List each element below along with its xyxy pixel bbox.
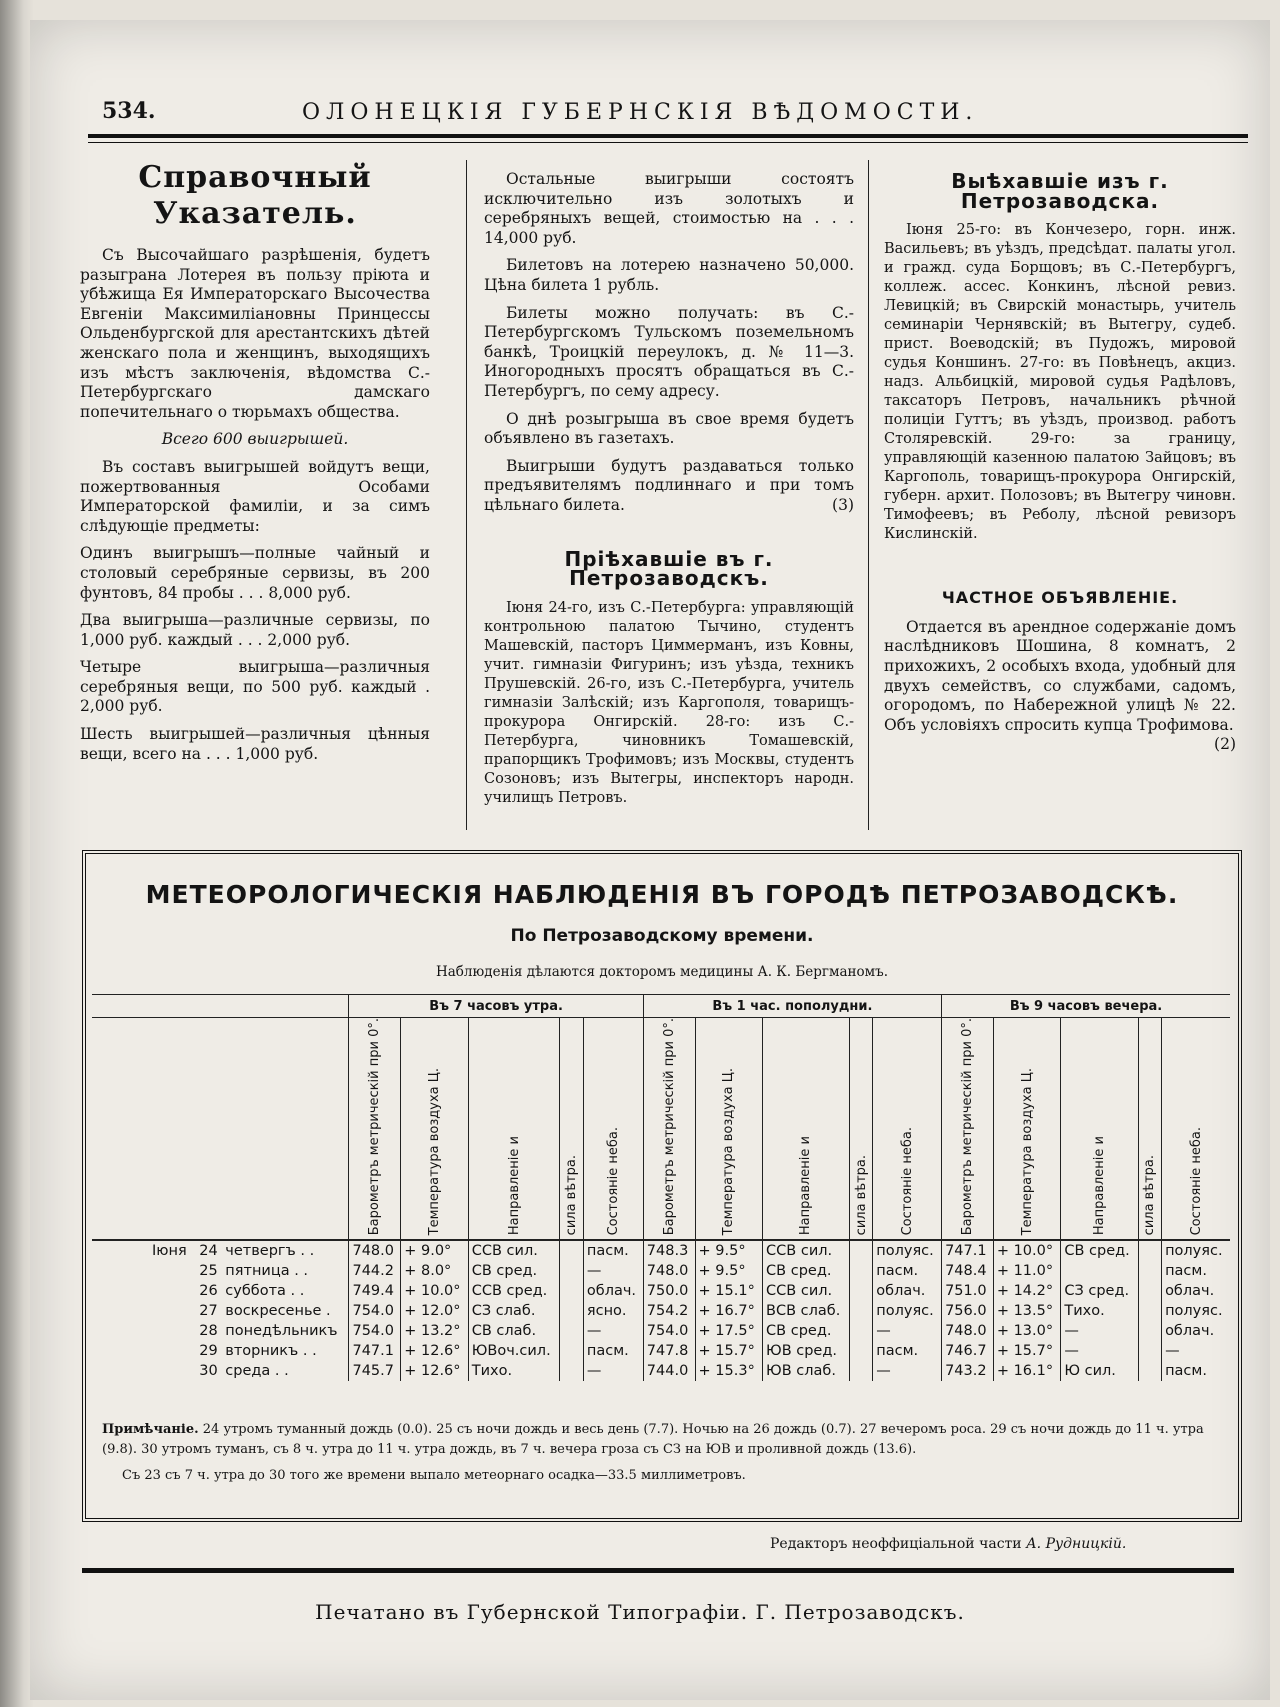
col-temperature: Температура воздуха Ц. bbox=[993, 1018, 1061, 1241]
weekday-cell: вторникъ . . bbox=[225, 1343, 317, 1360]
table-corner bbox=[92, 995, 349, 1018]
day-cell: 25 bbox=[199, 1263, 218, 1280]
value-cell: СВ сред. bbox=[763, 1261, 850, 1281]
col-wind-direction: Направленіе и bbox=[763, 1018, 850, 1241]
table-row bbox=[92, 1341, 1230, 1361]
editor-name: А. Рудницкій. bbox=[1026, 1536, 1127, 1552]
day-cell: 26 bbox=[199, 1283, 218, 1300]
value-cell: 749.4 bbox=[349, 1281, 401, 1301]
value-cell: + 14.2° bbox=[993, 1281, 1061, 1301]
value-cell: + 10.0° bbox=[993, 1240, 1061, 1261]
weekday-cell: четвергъ . . bbox=[225, 1243, 315, 1260]
note-text: 24 утромъ туманный дождь (0.0). 25 съ ночи дождь и весь день (7.7). Ночью на 26 дождь (0.7). 27 вечеромъ роса. 29 съ ночи дождь до 11 ч. утра (9.8). 30 утромъ туманъ, съ 8 ч. утра до 11 ч. утра дождь, въ 7 ч. вечера гроза съ СЗ на ЮВ и проливной дождь (13.6). bbox=[102, 1422, 1204, 1457]
col-wind-force: сила вѣтра. bbox=[1138, 1018, 1161, 1241]
wind-force-cell bbox=[1138, 1240, 1161, 1261]
reference-index-title: Справочный Указатель. bbox=[138, 160, 372, 231]
value-cell: + 8.0° bbox=[401, 1261, 469, 1281]
note-label: Примѣчаніе. bbox=[102, 1422, 199, 1437]
wind-force-cell bbox=[560, 1321, 583, 1341]
value-cell: — bbox=[873, 1321, 942, 1341]
value-cell: — bbox=[873, 1361, 942, 1381]
month-cell bbox=[92, 1261, 196, 1281]
masthead: ОЛОНЕЦКІЯ ГУБЕРНСКІЯ ВѢДОМОСТИ. bbox=[302, 100, 979, 125]
weekday-cell: воскресенье . bbox=[225, 1303, 331, 1320]
draw-date: О днѣ розыгрыша въ свое время будетъ объявлено въ газетахъ. bbox=[484, 409, 854, 448]
value-cell: 744.2 bbox=[349, 1261, 401, 1281]
value-cell: — bbox=[1061, 1321, 1138, 1341]
arrived-list: Іюня 24-го, изъ С.-Петербурга: управляющій контрольною палатою Тычино, студентъ Машевскій, пасторъ Циммерманъ, изъ Ковны, учит. гимназіи Фигуринъ; изъ уѣзда, техникъ Прушевскій. 26-го, изъ С.-Петербурга, учитель гимназіи Залѣскій; изъ Каргополя, товарищъ-прокурора Онгирскій. 28-го: изъ С.-Петербурга, чиновникъ Томашевскій, прапорщикъ Трофимовъ; изъ Москвы, студентъ Созоновъ; изъ Вытегры, инспекторъ народн. училищъ Петровъ. bbox=[484, 599, 854, 806]
meteo-title: МЕТЕОРОЛОГИЧЕСКІЯ НАБЛЮДЕНІЯ ВЪ ГОРОДѢ ПЕТРОЗАВОДСКѢ. bbox=[145, 880, 1179, 909]
ad-number: (3) bbox=[832, 495, 854, 514]
value-cell: + 12.6° bbox=[401, 1361, 469, 1381]
column-reference-index bbox=[80, 160, 430, 772]
value-cell: 748.0 bbox=[643, 1261, 695, 1281]
value-cell: 748.0 bbox=[349, 1240, 401, 1261]
col-sky: Состояніе неба. bbox=[873, 1018, 942, 1241]
editor-signature bbox=[770, 1536, 1126, 1552]
weekday-cell: пятница . . bbox=[225, 1263, 309, 1280]
value-cell: ЮВоч.сил. bbox=[468, 1341, 560, 1361]
meteo-observer: Наблюденія дѣлаются докторомъ медицины А. К. Бергманомъ. bbox=[435, 964, 889, 980]
value-cell: ЮВ сред. bbox=[763, 1341, 850, 1361]
value-cell: 748.4 bbox=[942, 1261, 994, 1281]
column-departed bbox=[884, 169, 1236, 755]
value-cell: ССВ сред. bbox=[468, 1281, 560, 1301]
wind-force-cell bbox=[560, 1361, 583, 1381]
value-cell: — bbox=[583, 1361, 643, 1381]
value-cell: + 10.0° bbox=[401, 1281, 469, 1301]
value-cell: 744.0 bbox=[643, 1361, 695, 1381]
weather-table-body bbox=[92, 1240, 1230, 1381]
wind-force-cell bbox=[1138, 1341, 1161, 1361]
value-cell: + 15.7° bbox=[993, 1341, 1061, 1361]
column-divider bbox=[466, 160, 467, 830]
col-barometer: Барометръ метрическій при 0°. bbox=[349, 1018, 401, 1241]
value-cell: 754.0 bbox=[643, 1321, 695, 1341]
value-cell: СВ сред. bbox=[763, 1321, 850, 1341]
col-wind-direction: Направленіе и bbox=[468, 1018, 560, 1241]
value-cell: ССВ сил. bbox=[763, 1281, 850, 1301]
value-cell: 745.7 bbox=[349, 1361, 401, 1381]
value-cell: пасм. bbox=[873, 1341, 942, 1361]
remaining-prizes: Остальные выигрыши состоятъ исключительно изъ золотыхъ и серебряныхъ вещей, стоимостью на . . . 14,000 руб. bbox=[484, 170, 854, 247]
value-cell: + 13.2° bbox=[401, 1321, 469, 1341]
month-cell bbox=[92, 1301, 196, 1321]
date-header bbox=[92, 1018, 349, 1241]
weekday-cell: среда . . bbox=[225, 1363, 289, 1380]
day-cell: 24 bbox=[199, 1243, 218, 1260]
value-cell: пасм. bbox=[873, 1261, 942, 1281]
value-cell: ЮВ слаб. bbox=[763, 1361, 850, 1381]
value-cell: 754.2 bbox=[643, 1301, 695, 1321]
departed-list: Іюня 25-го: въ Кончезеро, горн. инж. Васильевъ; въ уѣздъ, предсѣдат. палаты угол. и гражд. суда Борщовъ; въ С.-Петербургъ, коллеж. ассес. Конкинъ, лѣсной ревиз. Левицкій; въ Свирскій монастырь, учитель семинаріи Чернявскій; въ Вытегру, судеб. прист. Воеводскій; въ Пудожъ, мировой судья Коншинъ. 27-го: въ Повѣнецъ, акциз. надз. Альбицкій, мировой судья Радѣловъ, таксаторъ Петровъ, начальникъ рѣчной полиціи Гуттъ; въ уѣздъ, производ. работъ Столяревскій. 29-го: за границу, управляющій казенною палатою Зайцовъ; въ Каргополь, товарищъ-прокурора Онгирскій, губерн. архит. Полозовъ; въ Вытегру чиновн. Тимофеевъ; въ Реболу, лѣсной ревизоръ Кислинскій. bbox=[884, 222, 1236, 543]
col-temperature: Температура воздуха Ц. bbox=[695, 1018, 763, 1241]
table-row bbox=[92, 1240, 1230, 1261]
value-cell: ССВ сил. bbox=[468, 1240, 560, 1261]
private-ad-title: ЧАСТНОЕ ОБЪЯВЛЕНІЕ. bbox=[941, 588, 1179, 608]
meteo-subtitle: По Петрозаводскому времени. bbox=[510, 926, 814, 946]
value-cell: — bbox=[1061, 1341, 1138, 1361]
prize-item: Шесть выигрышей—различныя цѣнныя вещи, всего на . . . 1,000 руб. bbox=[80, 725, 430, 763]
value-cell: пасм. bbox=[1162, 1361, 1230, 1381]
wind-force-cell bbox=[560, 1281, 583, 1301]
value-cell: — bbox=[1162, 1341, 1230, 1361]
value-cell: полуяс. bbox=[873, 1301, 942, 1321]
value-cell: — bbox=[583, 1261, 643, 1281]
wind-force-cell bbox=[849, 1361, 872, 1381]
wind-force-cell bbox=[849, 1341, 872, 1361]
value-cell: + 9.5° bbox=[695, 1240, 763, 1261]
value-cell: 747.1 bbox=[349, 1341, 401, 1361]
value-cell: СЗ сред. bbox=[1061, 1281, 1138, 1301]
day-cell: 29 bbox=[199, 1343, 218, 1360]
group-morning: Въ 7 часовъ утра. bbox=[349, 995, 643, 1018]
wind-force-cell bbox=[560, 1240, 583, 1261]
day-cell: 27 bbox=[199, 1303, 218, 1320]
value-cell: 746.7 bbox=[942, 1341, 994, 1361]
wind-force-cell bbox=[560, 1301, 583, 1321]
month-cell bbox=[92, 1281, 196, 1301]
prize-item: Два выигрыша—различные сервизы, по 1,000 руб. каждый . . . 2,000 руб. bbox=[80, 611, 430, 649]
value-cell: + 17.5° bbox=[695, 1321, 763, 1341]
weekday-cell: понедѣльникъ bbox=[225, 1323, 338, 1340]
wind-force-cell bbox=[849, 1240, 872, 1261]
group-afternoon: Въ 1 час. пополудни. bbox=[643, 995, 941, 1018]
value-cell: полуяс. bbox=[873, 1240, 942, 1261]
value-cell: + 15.1° bbox=[695, 1281, 763, 1301]
private-ad-text bbox=[884, 617, 1236, 754]
month-cell bbox=[92, 1361, 196, 1381]
month-cell bbox=[92, 1341, 196, 1361]
col-barometer: Барометръ метрическій при 0°. bbox=[643, 1018, 695, 1241]
group-evening: Въ 9 часовъ вечера. bbox=[942, 995, 1230, 1018]
wind-force-cell bbox=[1138, 1261, 1161, 1281]
value-cell: + 16.1° bbox=[993, 1361, 1061, 1381]
value-cell: СВ слаб. bbox=[468, 1321, 560, 1341]
prize-item: Четыре выигрыша—различныя серебряныя вещи, по 500 руб. каждый . 2,000 руб. bbox=[80, 658, 430, 716]
table-row bbox=[92, 1261, 1230, 1281]
printer-imprint: Печатано въ Губернской Типографіи. Г. Петрозаводскъ. bbox=[315, 1600, 965, 1624]
meteo-note bbox=[102, 1420, 1222, 1460]
col-sky: Состояніе неба. bbox=[1162, 1018, 1230, 1241]
column-divider bbox=[868, 160, 869, 830]
value-cell: 747.1 bbox=[942, 1240, 994, 1261]
day-cell: 28 bbox=[199, 1323, 218, 1340]
col-wind-force: сила вѣтра. bbox=[560, 1018, 583, 1241]
prize-item: Одинъ выигрышъ—полные чайный и столовый серебряные сервизы, въ 200 фунтовъ, 84 пробы . . . 8,000 руб. bbox=[80, 544, 430, 602]
value-cell: СВ сред. bbox=[468, 1261, 560, 1281]
wind-force-cell bbox=[1138, 1301, 1161, 1321]
ticket-count: Билетовъ на лотерею назначено 50,000. Цѣна билета 1 рубль. bbox=[484, 256, 854, 294]
value-cell: ясно. bbox=[583, 1301, 643, 1321]
value-cell: облач. bbox=[873, 1281, 942, 1301]
value-cell: + 15.7° bbox=[695, 1341, 763, 1361]
day-cell: 30 bbox=[199, 1363, 218, 1380]
lottery-announcement: Съ Высочайшаго разрѣшенія, будетъ разыграна Лотерея въ пользу пріюта и убѣжища Ея Императорскаго Высочества Евгеніи Максимиліановны Принцессы Ольденбургской для арестантскихъ дѣтей женскаго пола и женщинъ, выходящихъ изъ мѣстъ заключенія, вѣдомства С.-Петербургскаго дамскаго попечительнаго о тюрьмахъ общества. bbox=[80, 246, 430, 421]
precipitation-total: Съ 23 съ 7 ч. утра до 30 того же времени выпало метеорнаго осадка—33.5 миллиметровъ. bbox=[122, 1468, 746, 1483]
editor-label: Редакторъ неоффиціальной части bbox=[770, 1536, 1022, 1552]
col-temperature: Температура воздуха Ц. bbox=[401, 1018, 469, 1241]
weather-table bbox=[92, 994, 1230, 1381]
value-cell: Ю сил. bbox=[1061, 1361, 1138, 1381]
value-cell: облач. bbox=[1162, 1281, 1230, 1301]
header-rule bbox=[88, 134, 1248, 138]
page-number: 534. bbox=[102, 98, 156, 124]
col-sky: Состояніе неба. bbox=[583, 1018, 643, 1241]
value-cell: + 9.5° bbox=[695, 1261, 763, 1281]
prizes-intro: Въ составъ выигрышей войдутъ вещи, пожертвованныя Особами Императорской фамиліи, и за симъ слѣдующіе предметы: bbox=[80, 457, 430, 535]
value-cell: полуяс. bbox=[1162, 1301, 1230, 1321]
value-cell: — bbox=[583, 1321, 643, 1341]
prize-distribution-text: Выигрыши будутъ раздаваться только предъявителямъ подлиннаго и при томъ цѣльнаго билета. bbox=[484, 456, 854, 514]
column-lottery-continued bbox=[484, 170, 854, 816]
value-cell: СЗ слаб. bbox=[468, 1301, 560, 1321]
table-row bbox=[92, 1301, 1230, 1321]
footer-rule bbox=[82, 1568, 1234, 1573]
value-cell: ССВ сил. bbox=[763, 1240, 850, 1261]
wind-force-cell bbox=[849, 1261, 872, 1281]
value-cell: Тихо. bbox=[1061, 1301, 1138, 1321]
table-row bbox=[92, 1321, 1230, 1341]
value-cell: облач. bbox=[1162, 1321, 1230, 1341]
value-cell: 748.0 bbox=[942, 1321, 994, 1341]
ticket-sales: Билеты можно получать: въ С.-Петербургскомъ Тульскомъ поземельномъ банкѣ, Троицкій переулокъ, д. № 11—3. Иногородныхъ просятъ обращаться въ С.-Петербургъ, по сему адресу. bbox=[484, 303, 854, 400]
col-wind-direction: Направленіе и bbox=[1061, 1018, 1138, 1241]
wind-force-cell bbox=[1138, 1361, 1161, 1381]
value-cell: СВ сред. bbox=[1061, 1240, 1138, 1261]
meteorological-observations bbox=[82, 850, 1242, 1522]
col-wind-force: сила вѣтра. bbox=[849, 1018, 872, 1241]
wind-force-cell bbox=[1138, 1281, 1161, 1301]
book-spine-shadow bbox=[0, 0, 34, 1707]
wind-force-cell bbox=[560, 1261, 583, 1281]
total-prizes: Всего 600 выигрышей. bbox=[161, 430, 349, 449]
value-cell: + 13.5° bbox=[993, 1301, 1061, 1321]
value-cell: 743.2 bbox=[942, 1361, 994, 1381]
value-cell: Тихо. bbox=[468, 1361, 560, 1381]
wind-force-cell bbox=[849, 1321, 872, 1341]
meteo-notes bbox=[102, 1420, 1222, 1492]
value-cell: ВСВ слаб. bbox=[763, 1301, 850, 1321]
value-cell: полуяс. bbox=[1162, 1240, 1230, 1261]
header-rule-thin bbox=[88, 142, 1248, 143]
value-cell: 750.0 bbox=[643, 1281, 695, 1301]
month-cell bbox=[92, 1321, 196, 1341]
wind-force-cell bbox=[1138, 1321, 1161, 1341]
value-cell bbox=[1061, 1261, 1138, 1281]
value-cell: 747.8 bbox=[643, 1341, 695, 1361]
value-cell: пасм. bbox=[583, 1341, 643, 1361]
wind-force-cell bbox=[849, 1281, 872, 1301]
private-ad-body: Отдается въ арендное содержаніе домъ наслѣдниковъ Шошина, 8 комнатъ, 2 прихожихъ, 2 особыхъ входа, удобный для двухъ семействъ, со службами, садомъ, огородомъ, по Набережной улицѣ № 22. Объ условіяхъ спросить купца Трофимова. bbox=[884, 617, 1236, 734]
value-cell: 756.0 bbox=[942, 1301, 994, 1321]
value-cell: + 11.0° bbox=[993, 1261, 1061, 1281]
ad-number: (2) bbox=[1214, 735, 1236, 754]
value-cell: + 12.0° bbox=[401, 1301, 469, 1321]
value-cell: + 9.0° bbox=[401, 1240, 469, 1261]
wind-force-cell bbox=[849, 1301, 872, 1321]
wind-force-cell bbox=[560, 1341, 583, 1361]
value-cell: + 16.7° bbox=[695, 1301, 763, 1321]
table-row bbox=[92, 1281, 1230, 1301]
month-cell: Іюня bbox=[152, 1243, 187, 1260]
value-cell: + 12.6° bbox=[401, 1341, 469, 1361]
value-cell: 748.3 bbox=[643, 1240, 695, 1261]
departed-title: Выѣхавшіе изъ г. Петрозаводска. bbox=[951, 169, 1169, 213]
weekday-cell: суббота . . bbox=[225, 1283, 305, 1300]
value-cell: 754.0 bbox=[349, 1301, 401, 1321]
value-cell: + 13.0° bbox=[993, 1321, 1061, 1341]
value-cell: 754.0 bbox=[349, 1321, 401, 1341]
value-cell: + 15.3° bbox=[695, 1361, 763, 1381]
page-header bbox=[72, 80, 1252, 130]
table-row bbox=[92, 1361, 1230, 1381]
arrived-title: Пріѣхавшіе въ г. Петрозаводскъ. bbox=[564, 546, 774, 591]
prize-distribution bbox=[484, 457, 854, 516]
value-cell: облач. bbox=[583, 1281, 643, 1301]
col-barometer: Барометръ метрическій при 0°. bbox=[942, 1018, 994, 1241]
value-cell: пасм. bbox=[1162, 1261, 1230, 1281]
value-cell: 751.0 bbox=[942, 1281, 994, 1301]
value-cell: пасм. bbox=[583, 1240, 643, 1261]
